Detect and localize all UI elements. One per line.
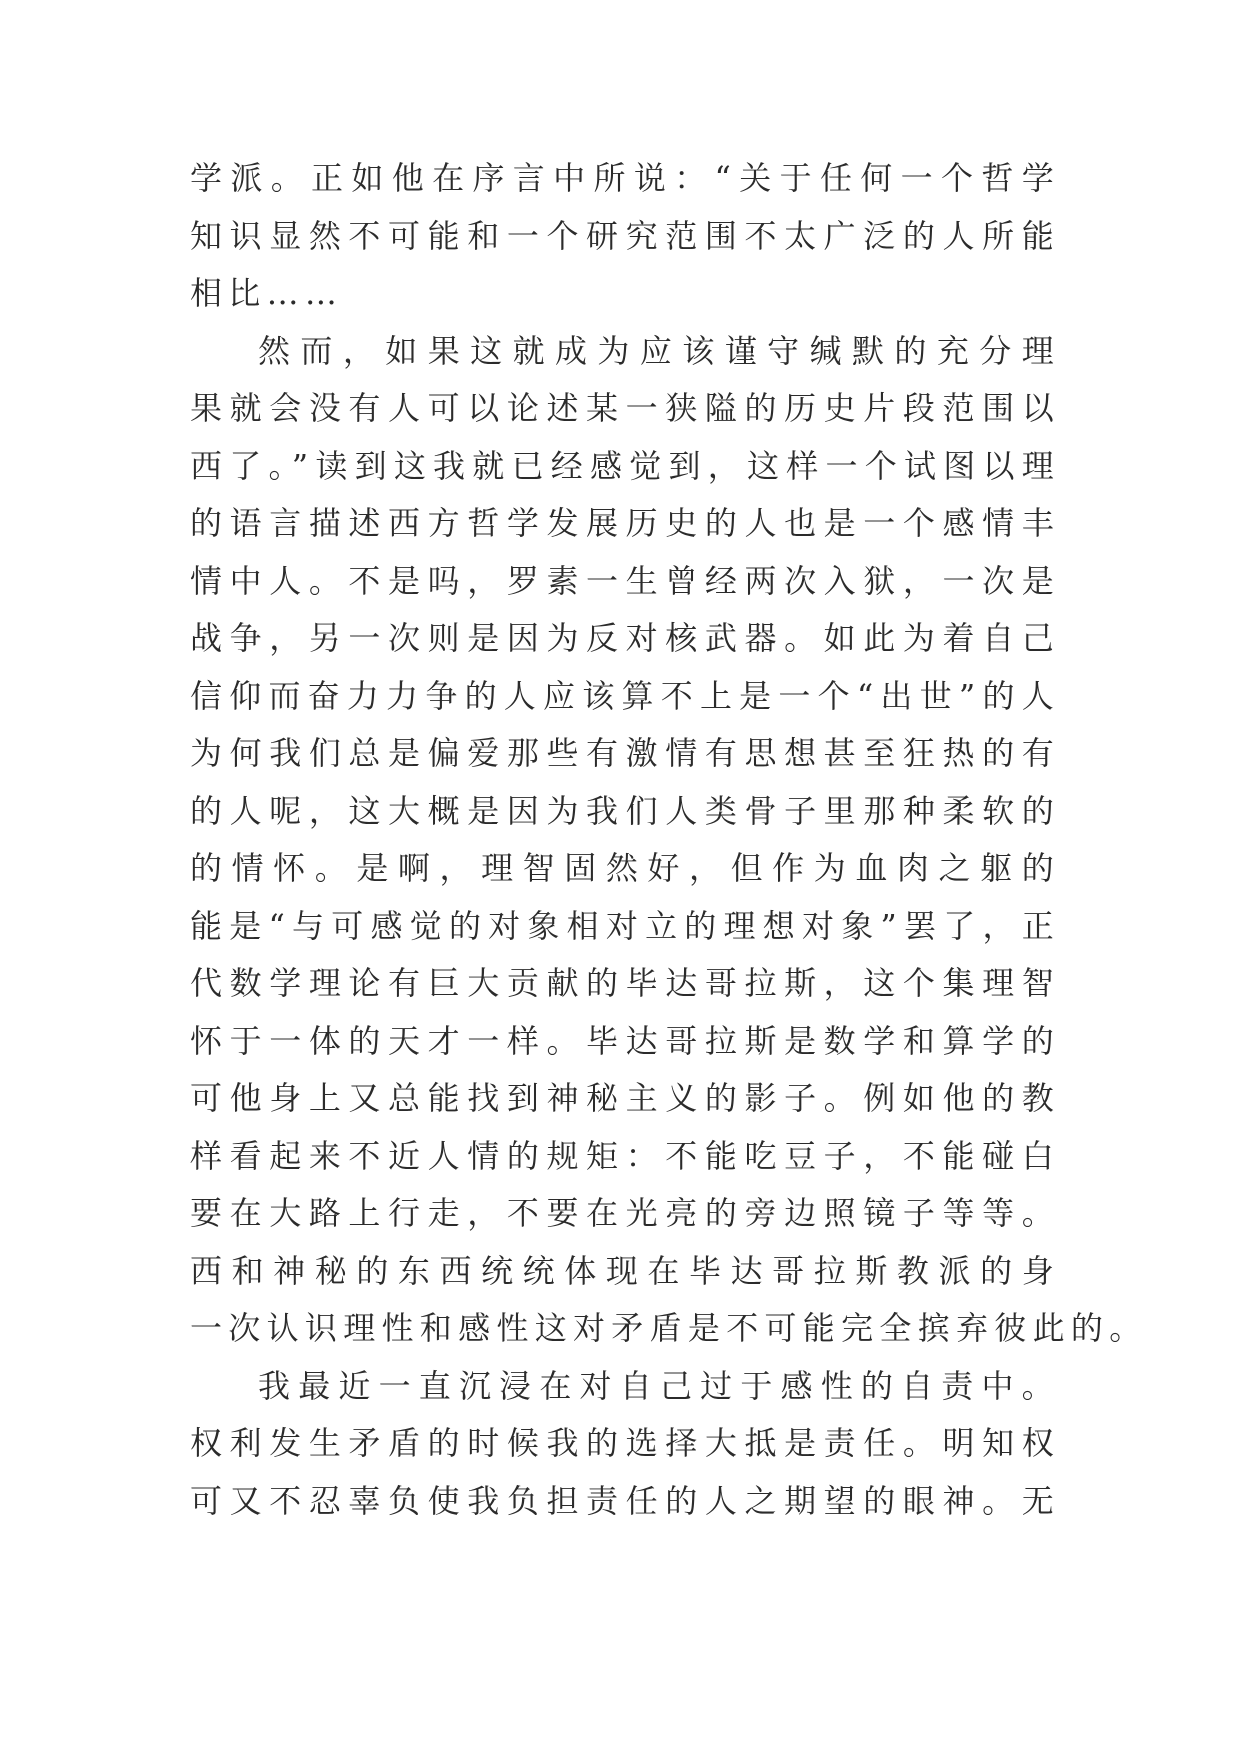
text-line: 权利发生矛盾的时候我的选择大抵是责任。明知权 bbox=[190, 1424, 1060, 1462]
text-line: 为何我们总是偏爱那些有激情有思想甚至狂热的有 bbox=[190, 734, 1060, 772]
text-line: 样看起来不近人情的规矩：不能吃豆子，不能碰白 bbox=[190, 1136, 1060, 1175]
text-line: 相比…… bbox=[190, 274, 344, 312]
text-line: 情中人。不是吗，罗素一生曾经两次入狱，一次是 bbox=[190, 561, 1060, 600]
text-line: 怀于一体的天才一样。毕达哥拉斯是数学和算学的 bbox=[190, 1021, 1060, 1060]
text-line: 的情怀。是啊，理智固然好，但作为血肉之躯的 bbox=[190, 849, 1060, 887]
text-line: 的语言描述西方哲学发展历史的人也是一个感情丰 bbox=[190, 504, 1060, 542]
text-line: 要在大路上行走，不要在光亮的旁边照镜子等等。 bbox=[190, 1194, 1060, 1232]
text-line: 能是“与可感觉的对象相对立的理想对象”罢了，正 bbox=[190, 906, 1060, 945]
paragraph-first-line: 我最近一直沉浸在对自己过于感性的自责中。 bbox=[258, 1366, 1060, 1405]
body-text bbox=[190, 150, 1148, 1530]
paragraph-first-line: 然而，如果这就成为应该谨守缄默的充分理 bbox=[258, 331, 1060, 370]
text-line: 可他身上又总能找到神秘主义的影子。例如他的教 bbox=[190, 1079, 1060, 1117]
text-line: 可又不忍辜负使我负担责任的人之期望的眼神。无 bbox=[190, 1481, 1060, 1520]
text-line: 的人呢，这大概是因为我们人类骨子里那种柔软的 bbox=[190, 791, 1060, 830]
text-line: 一次认识理性和感性这对矛盾是不可能完全摈弃彼此的。 bbox=[190, 1309, 1148, 1347]
text-line: 代数学理论有巨大贡献的毕达哥拉斯，这个集理智 bbox=[190, 964, 1060, 1002]
text-line: 信仰而奋力力争的人应该算不上是一个“出世”的人 bbox=[190, 676, 1060, 715]
text-line: 学派。正如他在序言中所说：“关于任何一个哲学 bbox=[190, 159, 1060, 197]
text-line: 战争，另一次则是因为反对核武器。如此为着自己 bbox=[190, 619, 1060, 657]
text-line: 西了。”读到这我就已经感觉到，这样一个试图以理 bbox=[190, 446, 1060, 485]
text-line: 果就会没有人可以论述某一狭隘的历史片段范围以 bbox=[190, 389, 1060, 427]
text-line: 西和神秘的东西统统体现在毕达哥拉斯教派的身 bbox=[190, 1251, 1060, 1290]
text-line: 知识显然不可能和一个研究范围不太广泛的人所能 bbox=[190, 216, 1060, 255]
